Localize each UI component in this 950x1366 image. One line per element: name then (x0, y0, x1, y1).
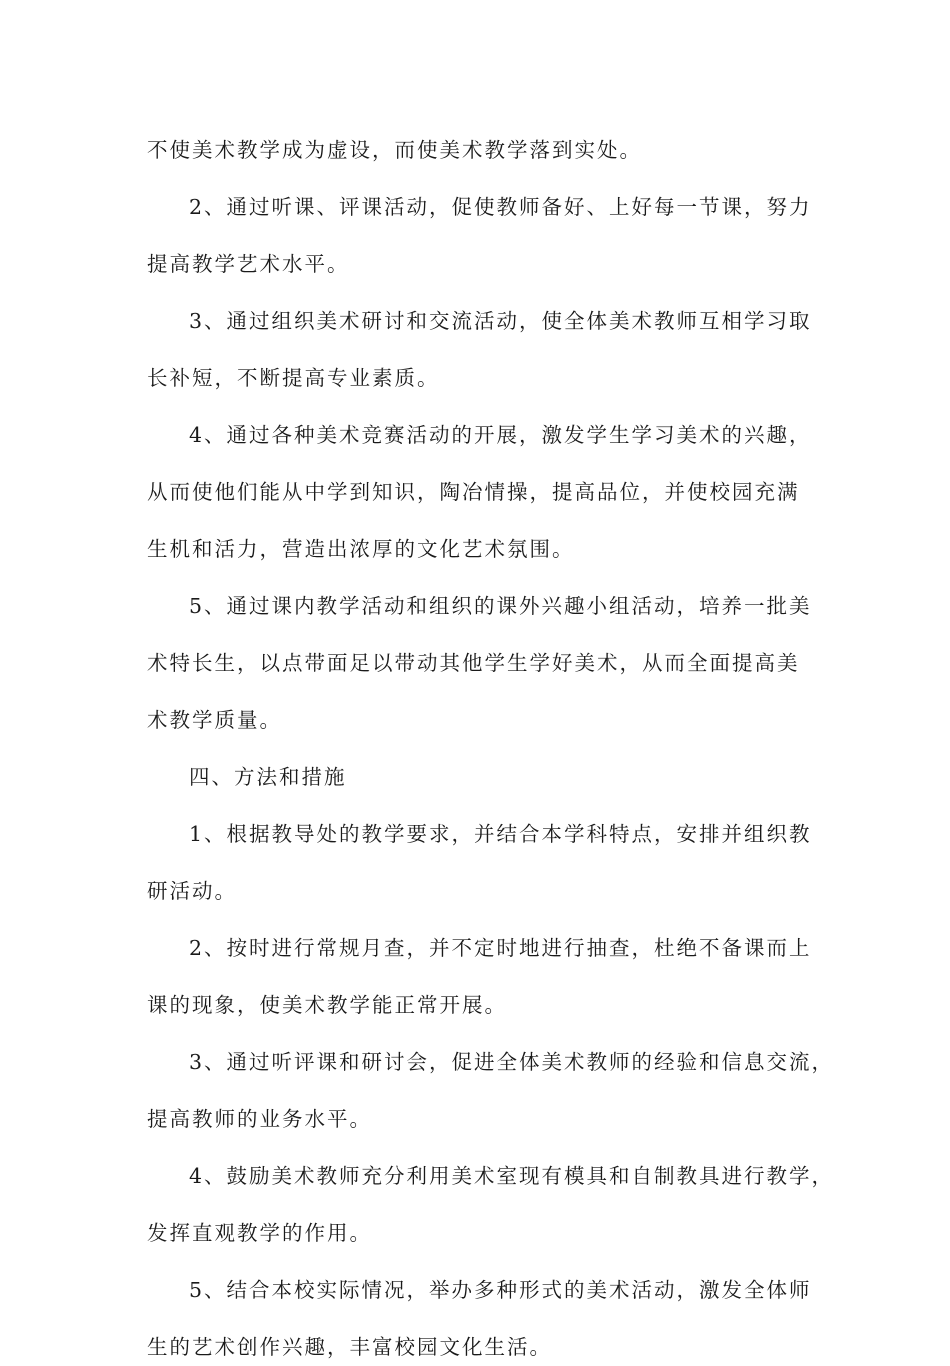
measure-1-line-2: 研活动。 (147, 879, 237, 903)
item-2-line-2: 提高教学艺术水平。 (147, 252, 350, 276)
measure-3-line-1: 3、通过听评课和研讨会，促进全体美术教师的经验和信息交流， (189, 1050, 835, 1074)
measure-1-line-1: 1、根据教导处的教学要求，并结合本学科特点，安排并组织教 (189, 822, 812, 846)
item-4-line-1: 4、通过各种美术竞赛活动的开展，激发学生学习美术的兴趣， (189, 423, 812, 447)
item-5-line-3: 术教学质量。 (147, 708, 282, 732)
item-3-line-2: 长补短，不断提高专业素质。 (147, 366, 440, 390)
measure-3-line-2: 提高教师的业务水平。 (147, 1107, 372, 1131)
item-3-line-1: 3、通过组织美术研讨和交流活动，使全体美术教师互相学习取 (189, 309, 812, 333)
item-5-line-1: 5、通过课内教学活动和组织的课外兴趣小组活动，培养一批美 (189, 594, 812, 618)
text-line: 不使美术教学成为虚设，而使美术教学落到实处。 (147, 138, 642, 162)
measure-2-line-2: 课的现象，使美术教学能正常开展。 (147, 993, 507, 1017)
measure-4-line-1: 4、鼓励美术教师充分利用美术室现有模具和自制教具进行教学， (189, 1164, 835, 1188)
item-2-line-1: 2、通过听课、评课活动，促使教师备好、上好每一节课，努力 (189, 195, 812, 219)
document-body (147, 132, 835, 1366)
measure-5-line-1: 5、结合本校实际情况，举办多种形式的美术活动，激发全体师 (189, 1278, 812, 1302)
item-5-line-2: 术特长生，以点带面足以带动其他学生学好美术，从而全面提高美 (147, 651, 800, 675)
item-4-line-3: 生机和活力，营造出浓厚的文化艺术氛围。 (147, 537, 575, 561)
item-4-line-2: 从而使他们能从中学到知识，陶冶情操，提高品位，并使校园充满 (147, 480, 800, 504)
measure-4-line-2: 发挥直观教学的作用。 (147, 1221, 372, 1245)
measure-5-line-2: 生的艺术创作兴趣，丰富校园文化生活。 (147, 1335, 552, 1359)
measure-2-line-1: 2、按时进行常规月查，并不定时地进行抽查，杜绝不备课而上 (189, 936, 812, 960)
section-heading: 四、方法和措施 (189, 765, 347, 789)
